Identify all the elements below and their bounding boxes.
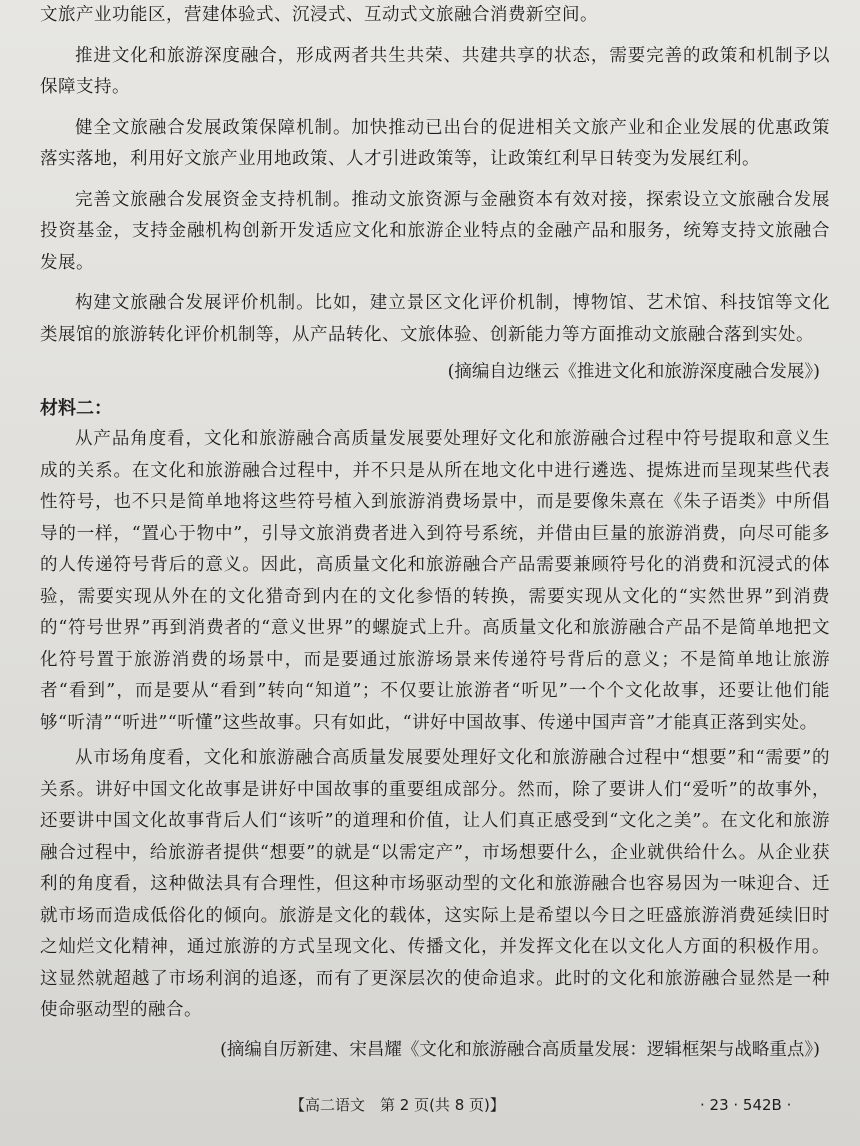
paragraph-gap bbox=[40, 176, 830, 185]
paper-code: · 23 · 542B · bbox=[700, 1096, 792, 1114]
page-footer bbox=[0, 1093, 860, 1117]
paragraph-gap bbox=[40, 279, 830, 288]
paragraph-gap bbox=[40, 32, 830, 41]
paragraph-continuation: 文旅产业功能区，营建体验式、沉浸式、互动式文旅融合消费新空间。 bbox=[40, 5, 598, 25]
paragraph-funding-mechanism: 完善文旅融合发展资金支持机制。推动文旅资源与金融资本有效对接，探索设立文旅融合发展投资基金，支持金融机构创新开发适应文化和旅游企业特点的金融产品和服务，统筹支持文旅融合发展。 bbox=[40, 189, 830, 273]
paragraph-policy-intro: 推进文化和旅游深度融合，形成两者共生共荣、共建共享的状态，需要完善的政策和机制予以保障支持。 bbox=[40, 45, 830, 97]
paragraph-gap bbox=[40, 104, 830, 113]
source-citation-2: (摘编自厉新建、宋昌耀《文化和旅游融合高质量发展：逻辑框架与战略重点》) bbox=[220, 1039, 820, 1060]
paragraph-evaluation-mechanism: 构建文旅融合发展评价机制。比如，建立景区文化评价机制，博物馆、艺术馆、科技馆等文化类展馆的旅游转化评价机制等，从产品转化、文旅体验、创新能力等方面推动文旅融合落到实处。 bbox=[40, 293, 830, 345]
material-2-heading: 材料二： bbox=[40, 397, 112, 419]
paragraph-market-perspective: 从市场角度看，文化和旅游融合高质量发展要处理好文化和旅游融合过程中“想要”和“需要”的关系。讲好中国文化故事是讲好中国故事的重要组成部分。然而，除了要讲人们“爱听”的故事外，还要讲中国文化故事背后人们“该听”的道理和价值，让人们真正感受到“文化之美”。在文化和旅游融合过程中，给旅游者提供“想要”的就是“以需定产”，市场想要什么，企业就供给什么。从企业获利的角度看，这种做法具有合理性，但这种市场驱动型的文化和旅游融合也容易因为一味迎合、迁就市场而造成低俗化的倾向。旅游是文化的载体，这实际上是希望以今日之旺盛旅游消费延续旧时之灿烂文化精神，通过旅游的方式呈现文化、传播文化，并发挥文化在以文化人方面的积极作用。这显然就超越了市场利润的追逐，而有了更深层次的使命追求。此时的文化和旅游融合显然是一种使命驱动型的融合。 bbox=[40, 748, 830, 1020]
source-citation-1: (摘编自边继云《推进文化和旅游深度融合发展》) bbox=[447, 362, 820, 382]
page-number-label: 【高二语文 第 2 页(共 8 页)】 bbox=[290, 1096, 505, 1114]
paragraph-product-perspective: 从产品角度看，文化和旅游融合高质量发展要处理好文化和旅游融合过程中符号提取和意义生成的关系。在文化和旅游融合过程中，并不只是从所在地文化中进行遴选、提炼进而呈现某些代表性符号，也不只是简单地将这些符号植入到旅游消费场景中，而是要像朱熹在《朱子语类》中所倡导的一样，“置心于物中”，引导文旅消费者进入到符号系统，并借由巨量的旅游消费，向尽可能多的人传递符号背后的意义。因此，高质量文化和旅游融合产品需要兼顾符号化的消费和沉浸式的体验，需要实现从外在的文化猎奇到内在的文化参悟的转换，需要实现从文化的“实然世界”到消费的“符号世界”再到消费者的“意义世界”的螺旋式上升。高质量文化和旅游融合产品不是简单地把文化符号置于旅游消费的场景中，而是要通过旅游场景来传递符号背后的意义；不是简单地让旅游者“看到”，而是要从“看到”转向“知道”；不仅要让旅游者“听见”一个个文化故事，还要让他们能够“听清”“听进”“听懂”这些故事。只有如此，“讲好中国故事、传递中国声音”才能真正落到实处。 bbox=[40, 429, 830, 733]
paragraph-policy-mechanism: 健全文旅融合发展政策保障机制。加快推动已出台的促进相关文旅产业和企业发展的优惠政策落实落地，利用好文旅产业用地政策、人才引进政策等，让政策红利早日转变为发展红利。 bbox=[40, 117, 830, 169]
page-content bbox=[40, 0, 830, 1066]
